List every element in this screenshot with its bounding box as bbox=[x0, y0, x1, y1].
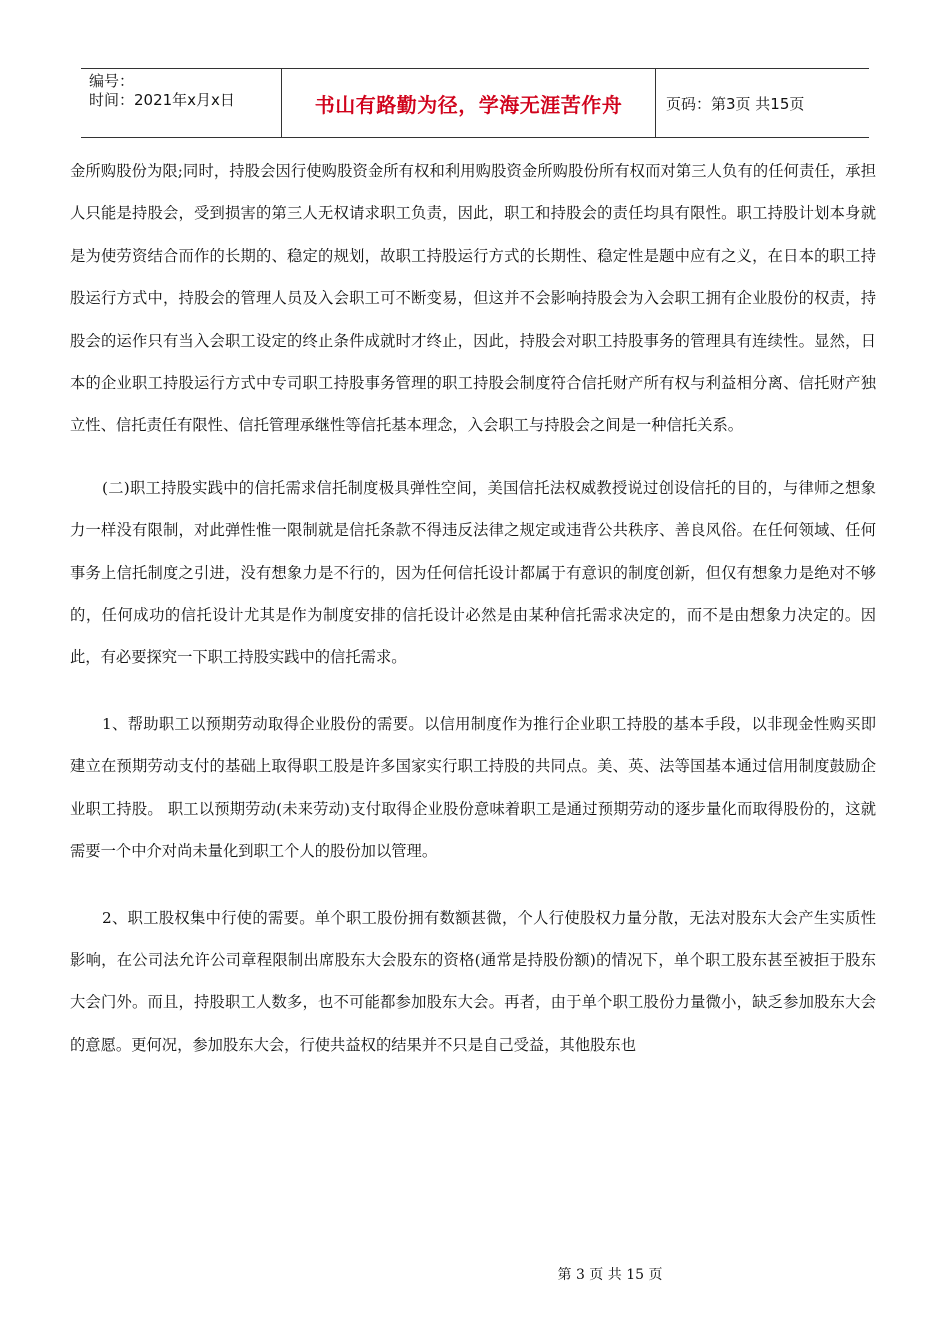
page-footer: 第 3 页 共 15 页 bbox=[557, 1267, 663, 1283]
paragraph: 1、帮助职工以预期劳动取得企业股份的需要。以信用制度作为推行企业职工持股的基本手段，以非现金性购买即建立在预期劳动支付的基础上取得职工股是许多国家实行职工持股的共同点。美、英、法等国基本通过信用制度鼓励企业职工持股。 职工以预期劳动(未来劳动)支付取得企业股份意味着职工是通过预期劳动的逐步量化而取得股份的，这就需要一个中介对尚未量化到职工个人的股份加以管理。 bbox=[70, 714, 876, 861]
header-page-number: 页码：第3页 共15页 bbox=[666, 94, 805, 113]
page-header bbox=[81, 68, 869, 138]
paragraph: 金所购股份为限;同时，持股会因行使购股资金所有权和利用购股资金所购股份所有权而对第三人负有的任何责任，承担人只能是持股会，受到损害的第三人无权请求职工负责，因此，职工和持股会的责任均具有限性。职工持股计划本身就是为使劳资结合而作的长期的、稳定的规划，故职工持股运行方式的长期性、稳定性是题中应有之义，在日本的职工持股运行方式中，持股会的管理人员及入会职工可不断变易，但这并不会影响持股会为入会职工拥有企业股份的权责，持股会的运作只有当入会职工设定的终止条件成就时才终止，因此，持股会对职工持股事务的管理具有连续性。显然，日本的企业职工持股运行方式中专司职工持股事务管理的职工持股会制度符合信托财产所有权与利益相分离、信托财产独立性、信托责任有限性、信托管理承继性等信托基本理念，入会职工与持股会之间是一种信托关系。 bbox=[70, 162, 876, 435]
header-meta-cell bbox=[81, 69, 281, 137]
paragraph: 2、职工股权集中行使的需要。单个职工股份拥有数额甚微，个人行使股权力量分散，无法对股东大会产生实质性影响，在公司法允许公司章程限制出席股东大会股东的资格(通常是持股份额)的情况下，单个职工股东甚至被拒于股东大会门外。而且，持股职工人数多，也不可能都参加股东大会。再者，由于单个职工股份力量微小，缺乏参加股东大会的意愿。更何况，参加股东大会，行使共益权的结果并不只是自己受益，其他股东也 bbox=[70, 908, 876, 1054]
paragraph: (二)职工持股实践中的信托需求信托制度极具弹性空间，美国信托法权威教授说过创设信托的目的，与律师之想象力一样没有限制，对此弹性惟一限制就是信托条款不得违反法律之规定或违背公共秩序、善良风俗。在任何领域、任何事务上信托制度之引进，没有想象力是不行的，因为任何信托设计都属于有意识的制度创新，但仅有想象力是绝对不够的，任何成功的信托设计尤其是作为制度安排的信托设计必然是由某种信托需求决定的，而不是由想象力决定的。因此，有必要探究一下职工持股实践中的信托需求。 bbox=[70, 478, 876, 667]
document-number-label: 编号： bbox=[89, 72, 135, 90]
header-motto: 书山有路勤为径，学海无涯苦作舟 bbox=[281, 69, 656, 137]
document-date-label: 时间：2021年x月x日 bbox=[89, 91, 235, 109]
document-body bbox=[70, 150, 876, 1066]
